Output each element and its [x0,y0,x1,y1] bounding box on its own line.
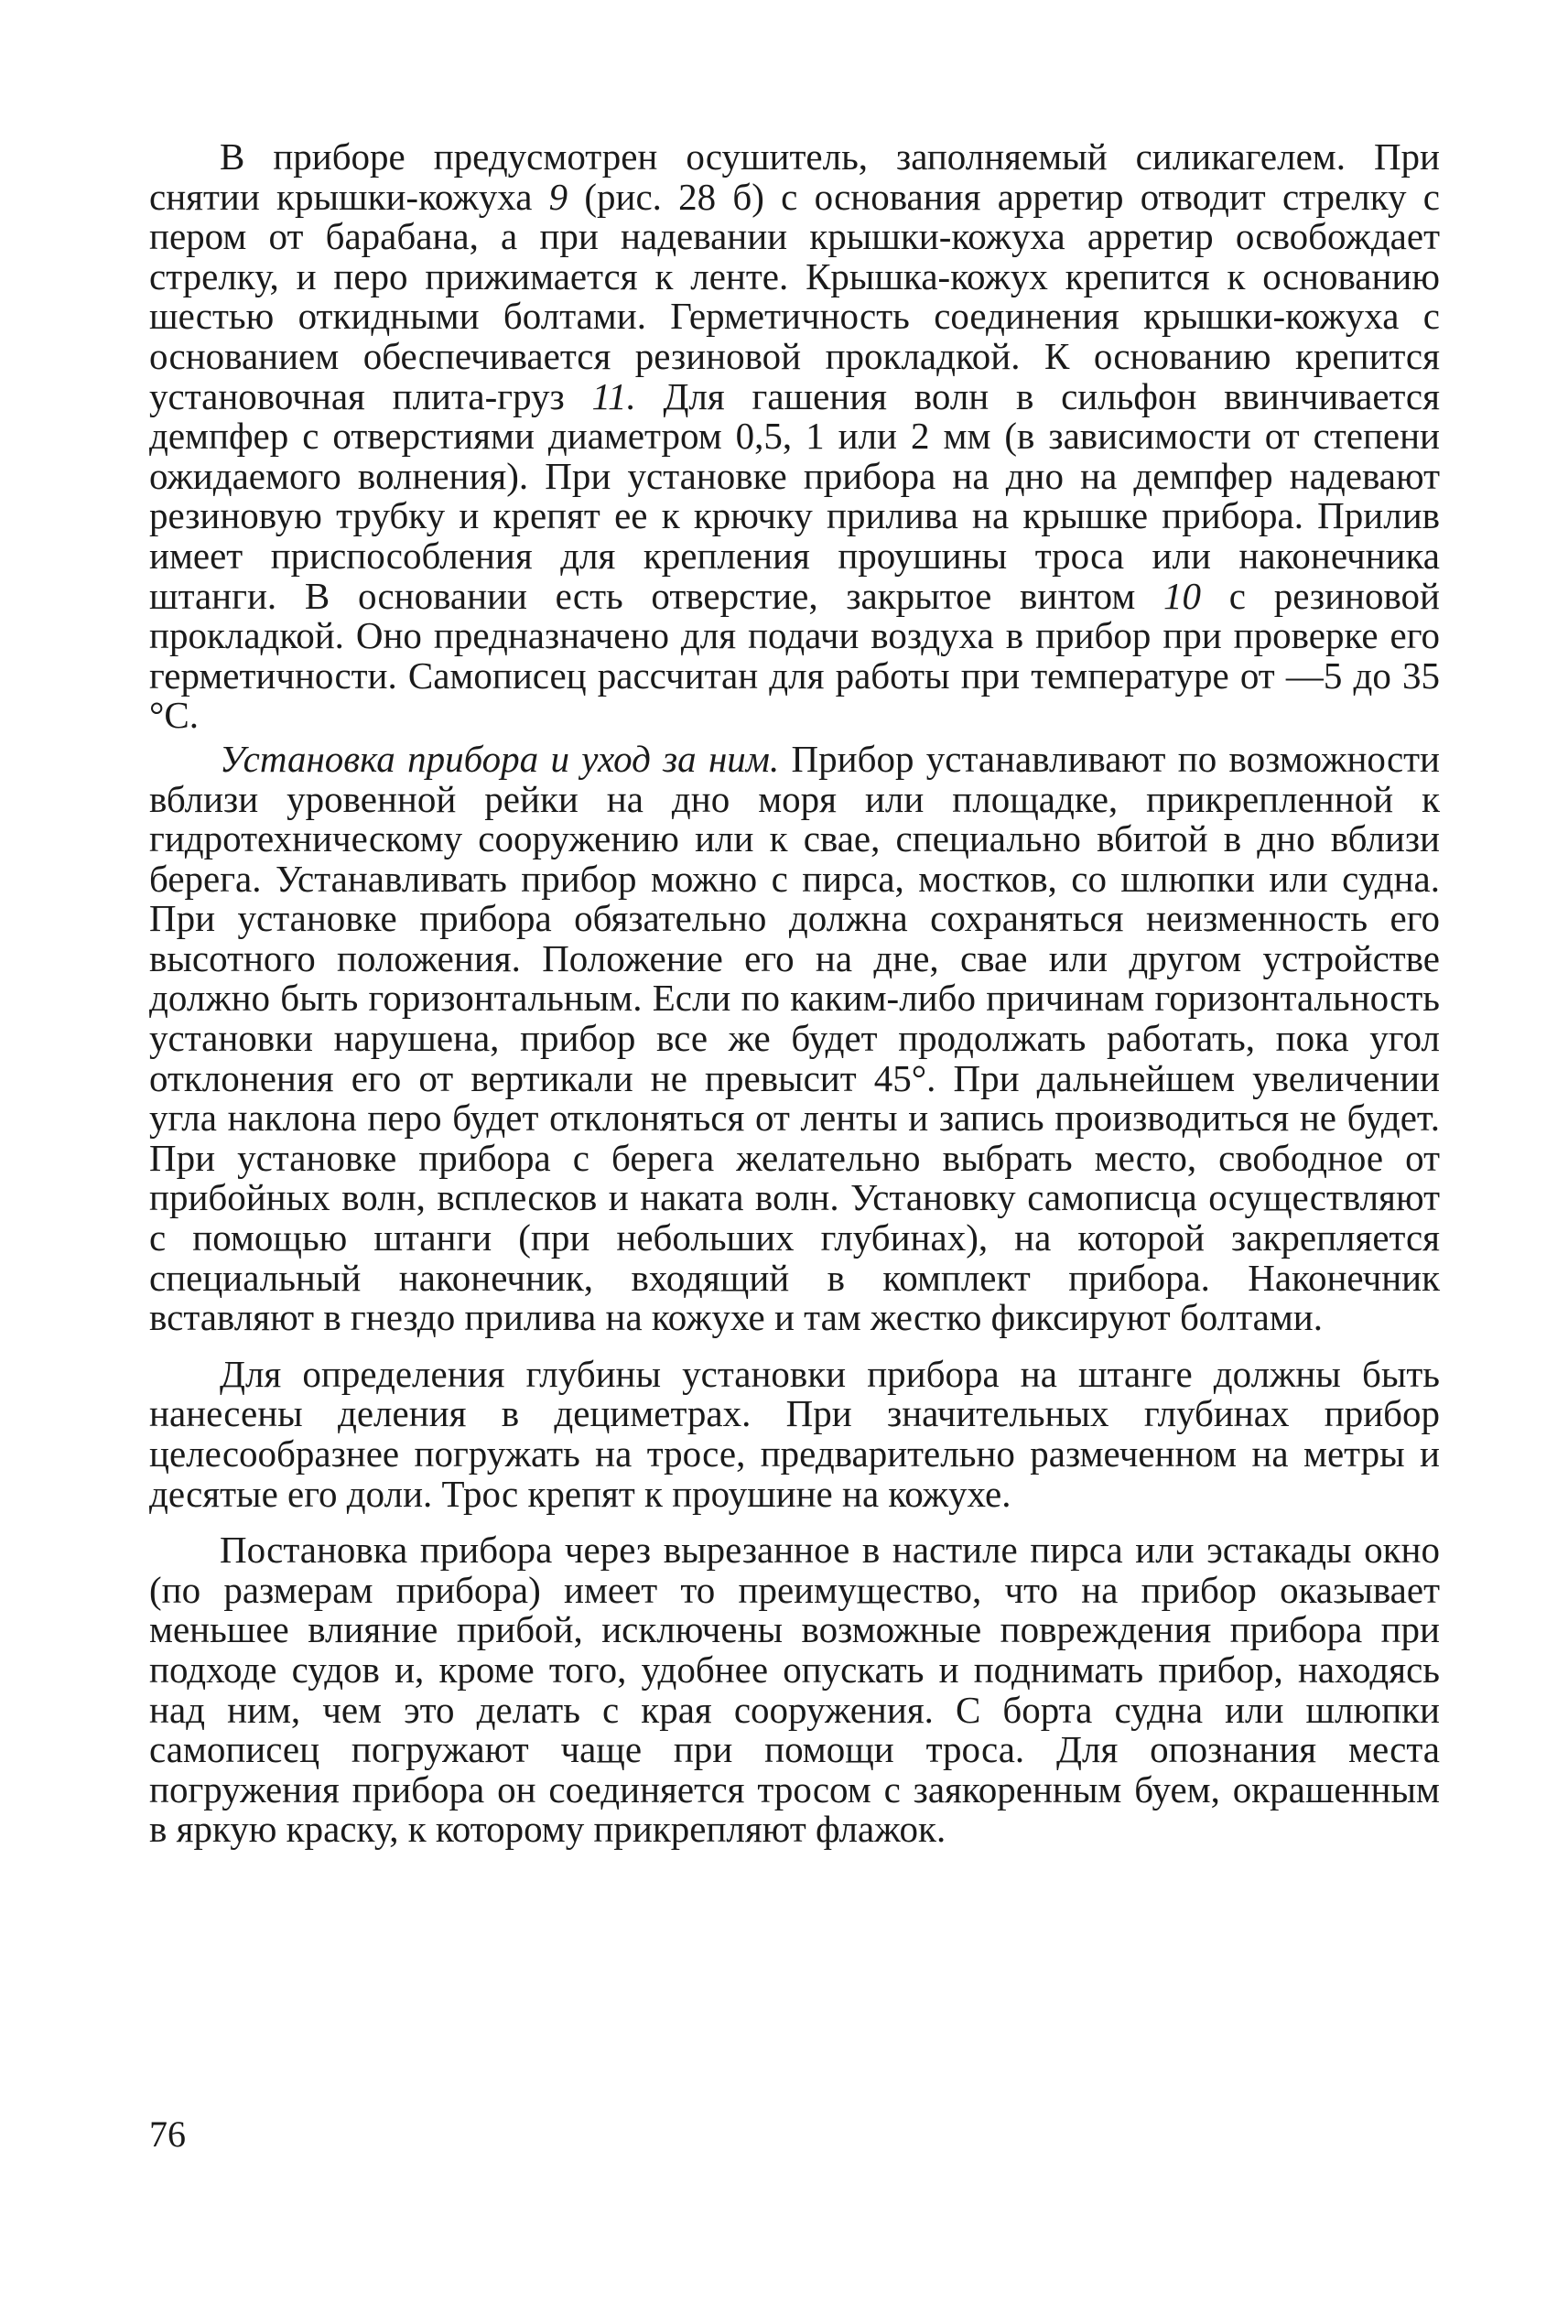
paragraph-1-text-a: В приборе предусмотрен осушитель, заполняемый силикагелем. При снятии крышки-кожуха [149,135,1440,218]
ref-number-9: 9 [548,175,568,218]
paragraph-1-text-b: (рис. 28 б) с основания арретир отводит стрелку с пером от барабана, а при надевании крышки-кожуха арретир освобождает стрелку, и перо прижимается к ленте. Крышка-кожух крепится к основанию шестью откидными болтами. Герметичность соединения крышки-кожуха с основанием обеспечивается резиновой прокладкой. К основанию крепится установочная плита-груз [149,175,1440,417]
section-heading-installation: Установка прибора и уход за ним. [220,737,780,780]
ref-number-11: 11. [591,374,636,417]
paragraph-2-text: Прибор устанавливают по возможности вблизи уровенной рейки на дно моря или площадке, прикрепленной к гидротехническому сооружению или к свае, специально вбитой в дно вблизи берега. Устанавливать прибор можно с пирса, мостков, со шлюпки или судна. При установке прибора обязательно должна сохраняться неизменность его высотного положения. Положение его на дне, свае или другом устройстве должно быть горизонтальным. Если по каким-либо причинам горизонтальность установки нарушена, прибор все же будет продолжать работать, пока угол отклонения его от вертикали не превысит 45°. При дальнейшем увеличении угла наклона перо будет отклоняться от ленты и запись производиться не будет. При установке прибора с берега желательно выбрать место, свободное от прибойных волн, всплесков и наката волн. Установку самописца осуществляют с помощью штанги (при небольших глубинах), на которой закрепляется специальный наконечник, входящий в комплект прибора. Наконечник вставляют в гнездо прилива на кожухе и там жестко фиксируют болтами. [149,737,1440,1339]
page-body [149,137,1440,1850]
paragraph-dryer-description [149,137,1440,736]
paragraph-installation [149,737,1440,1339]
paragraph-depth-marking: Для определения глубины установки прибора на штанге должны быть нанесены деления в дециметрах. При значительных глубинах прибор целесообразнее погружать на тросе, предварительно размеченном на метры и десятые его доли. Трос крепят к проушине на кожухе. [149,1352,1440,1515]
page-number: 76 [149,2113,186,2155]
paragraph-pier-installation: Постановка прибора через вырезанное в настиле пирса или эстакады окно (по размерам прибора) имеет то преимущество, что на прибор оказывает меньшее влияние прибой, исключены возможные повреждения прибора при подходе судов и, кроме того, удобнее опускать и поднимать прибор, находясь над ним, чем это делать с края сооружения. С борта судна или шлюпки самописец погружают чаще при помощи троса. Для опознания места погружения прибора он соединяется тросом с заякоренным буем, окрашенным в яркую краску, к которому прикрепляют флажок. [149,1529,1440,1851]
paragraph-1-text-d: с резиновой прокладкой. Оно предназначено для подачи воздуха в прибор при проверке его герметичности. Самописец рассчитан для работы при температуре от —5 до 35 °С. [149,574,1440,737]
ref-number-10: 10 [1163,574,1202,617]
paragraph-1-text-c: Для гашения волн в сильфон ввинчивается демпфер с отверстиями диаметром 0,5, 1 или 2 мм (в зависимости от степени ожидаемого волнения). При установке прибора на дно на демпфер надевают резиновую трубку и крепят ее к крючку прилива на крышке прибора. Прилив имеет приспособления для крепления проушины троса или наконечника штанги. В основании есть отверстие, закрытое винтом [149,374,1440,617]
